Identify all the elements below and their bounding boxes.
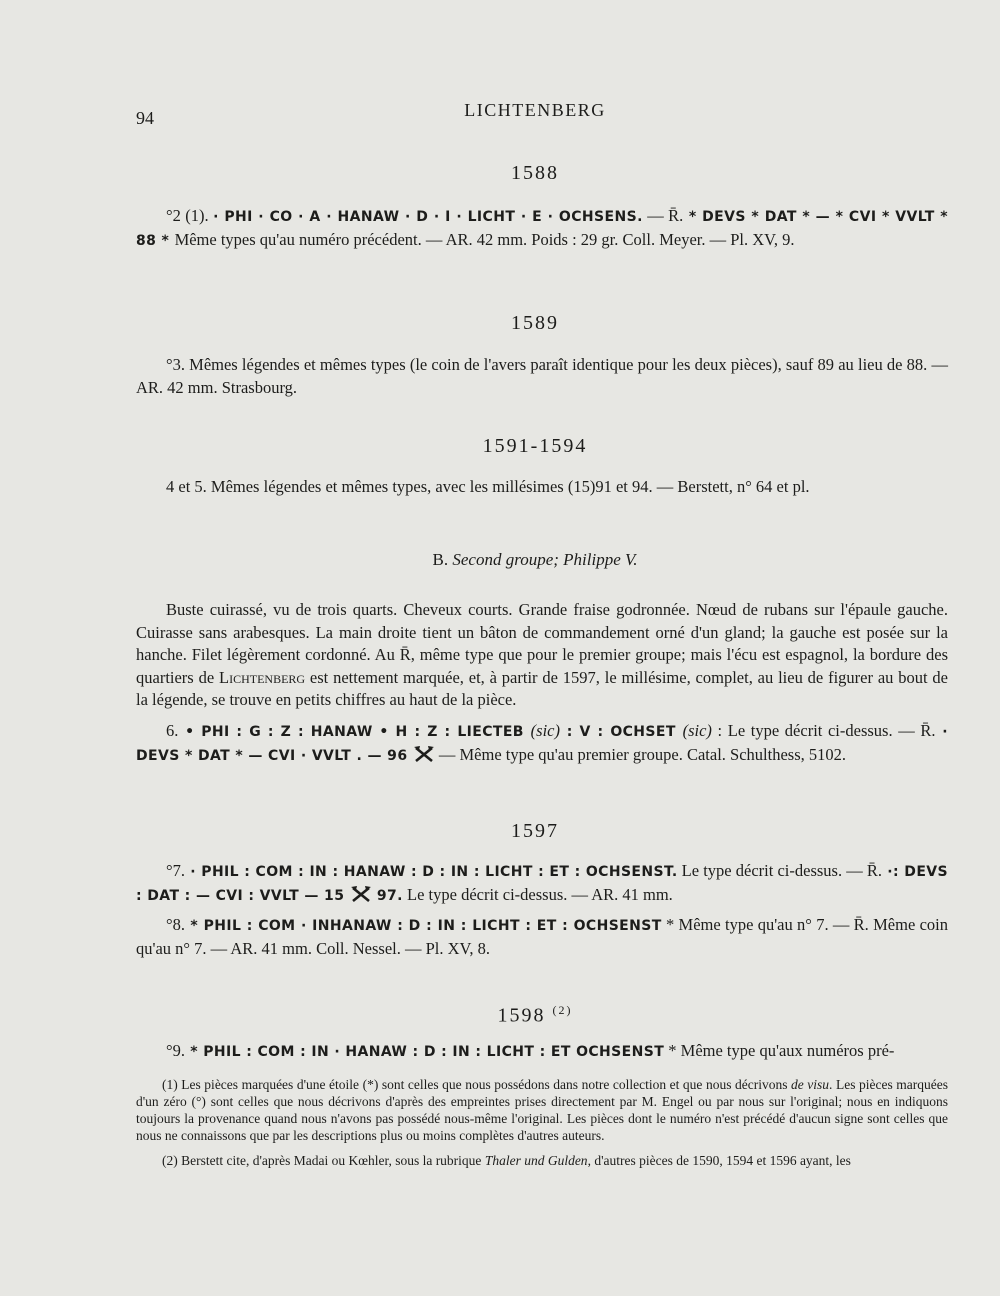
entry-description-end: Le type décrit ci-dessus. — AR. 41 mm. bbox=[402, 884, 673, 904]
year-heading-1588: 1588 bbox=[511, 162, 559, 184]
entry-description: Le type décrit ci-dessus. — bbox=[677, 861, 867, 880]
sic-note: (sic) bbox=[530, 721, 560, 740]
entry-description: * Même type qu'aux numéros pré- bbox=[664, 1041, 895, 1060]
entry-7 bbox=[136, 860, 948, 907]
footnote-1 bbox=[136, 1076, 948, 1144]
entry-description: Même types qu'au numéro précédent. — AR. 42 mm. Poids : 29 gr. Coll. Meyer. — Pl. XV, 9. bbox=[174, 229, 795, 249]
entry-number: 6. bbox=[166, 721, 179, 740]
entry-description-end: — Même type qu'au premier groupe. Catal. Schulthess, 5102. bbox=[434, 744, 847, 764]
year-heading-1598 bbox=[0, 1003, 1000, 1028]
footnote-ref: (2) bbox=[552, 1003, 573, 1017]
sic-note: (sic) bbox=[682, 721, 712, 740]
crossed-hammers-icon bbox=[350, 886, 372, 902]
reverse-mark: R̄. bbox=[866, 861, 883, 880]
entry-9 bbox=[136, 1040, 948, 1064]
reverse-mark: R̄. bbox=[668, 206, 684, 225]
dash: — bbox=[642, 206, 669, 225]
entry-description-end: Même coin qu'au n° 7. — AR. 41 mm. Coll. Nessel. — Pl. XV, 8. bbox=[136, 915, 948, 958]
footnote-text-end: , d'autres pièces de 1590, 1594 et 1596 ayant, les bbox=[587, 1153, 851, 1168]
page-number: 94 bbox=[136, 108, 154, 128]
crossed-hammers-icon bbox=[413, 746, 435, 762]
obverse-legend: · PHI · CO · A · HANAW · D · I · LICHT · E · OCHSENS. bbox=[213, 209, 643, 225]
reverse-mark: R̄. bbox=[853, 915, 869, 934]
entry-description: : Le type décrit ci-dessus. — bbox=[711, 721, 921, 740]
group-b-description bbox=[136, 599, 948, 712]
year-value: 1598 bbox=[497, 1004, 546, 1027]
footnote-emphasis: Thaler und Gulden bbox=[484, 1153, 588, 1168]
year-heading-1589: 1589 bbox=[511, 312, 559, 334]
footnote-emphasis: de visu bbox=[791, 1077, 830, 1092]
entry-number: °7. bbox=[166, 861, 185, 880]
footnote-text: (2) Berstett cite, d'après Madai ou Kœhler, sous la rubrique bbox=[162, 1153, 485, 1168]
reverse-legend: ·: DEVS : DAT : — CVI : VVLT — 15 bbox=[136, 864, 949, 904]
section-label: B. bbox=[432, 550, 449, 569]
entry-description: * Même type qu'au n° 7. — bbox=[661, 915, 854, 934]
description-text-end: est nettement marquée, et, à partir de 1597, le millésime, complet, au lieu de figurer au bout de la légende, se trouve en petits chiffres au haut de la pièce. bbox=[136, 667, 948, 709]
obverse-legend: • PHI : G : Z : HANAW • H : Z : LIECTEB bbox=[178, 724, 531, 740]
entry-4-5: 4 et 5. Mêmes légendes et mêmes types, avec les millésimes (15)91 et 94. — Berstett, n° 64 et pl. bbox=[166, 477, 810, 496]
running-title: LICHTENBERG bbox=[464, 100, 606, 120]
entry-3: °3. Mêmes légendes et mêmes types (le coin de l'avers paraît identique pour les deux pièces), sauf 89 au lieu de 88. — AR. 42 mm. Strasbourg. bbox=[136, 355, 948, 397]
reverse-mark: R̄. bbox=[920, 721, 936, 740]
reverse-legend: * DEVS * DAT * — * CVI * VVLT * 88 * bbox=[136, 209, 949, 249]
obverse-legend: * PHIL : COM · INHANAW : D : IN : LICHT : ET : OCHSENST bbox=[184, 918, 662, 934]
section-heading-b bbox=[0, 550, 1000, 570]
obverse-legend-end: : V : OCHSET bbox=[559, 724, 683, 740]
entry-number: °9. bbox=[166, 1041, 185, 1060]
year-heading-1591-1594: 1591-1594 bbox=[482, 435, 588, 457]
reverse-legend-end: 97. bbox=[371, 887, 403, 904]
footnote-text: (1) Les pièces marquées d'une étoile (*) sont celles que nous possédons dans notre collection et que nous décrivons bbox=[162, 1077, 792, 1092]
footnote-text-end: . Les pièces marquées d'un zéro (°) sont celles que nous décrivons d'après des empreintes prises directement par M. Engel ou par nous sur l'original; nous en indiquons toujours la provenance quand nous n'avons pas possédé nous-même l'original. Les pièces dont le numéro n'est précédé d'aucun signe sont celles que nous ne connaissons que par les descriptions plus ou moins complètes d'autres auteurs. bbox=[136, 1077, 948, 1143]
entry-number: °8. bbox=[166, 915, 185, 934]
entry-6 bbox=[136, 720, 948, 767]
entry-8 bbox=[136, 914, 948, 960]
year-heading-1597: 1597 bbox=[511, 820, 559, 842]
footnote-2 bbox=[136, 1152, 948, 1169]
entry-number: °2 (1). bbox=[166, 206, 209, 225]
description-name: Lichtenberg bbox=[219, 667, 306, 687]
entry-2 bbox=[136, 205, 948, 252]
obverse-legend: * PHIL : COM : IN · HANAW : D : IN : LICHT : ET OCHSENST bbox=[184, 1044, 665, 1060]
section-title: Second groupe; Philippe V. bbox=[452, 550, 638, 569]
description-text: Buste cuirassé, vu de trois quarts. Cheveux courts. Grande fraise godronnée. Nœud de rubans sur l'épaule gauche. Cuirasse sans arabesques. La main droite tient un bâton de commandement orné d'un gland; la gauche est posée sur la hanche. Filet légèrement cordonné. Au R̄, même type que pour le premier groupe; mais l'écu est espagnol, la bordure des quartiers de bbox=[136, 600, 948, 687]
reverse-legend: · DEVS * DAT * — CVI · VVLT . — 96 bbox=[136, 724, 948, 764]
obverse-legend: · PHIL : COM : IN : HANAW : D : IN : LICHT : ET : OCHSENST. bbox=[184, 864, 678, 880]
